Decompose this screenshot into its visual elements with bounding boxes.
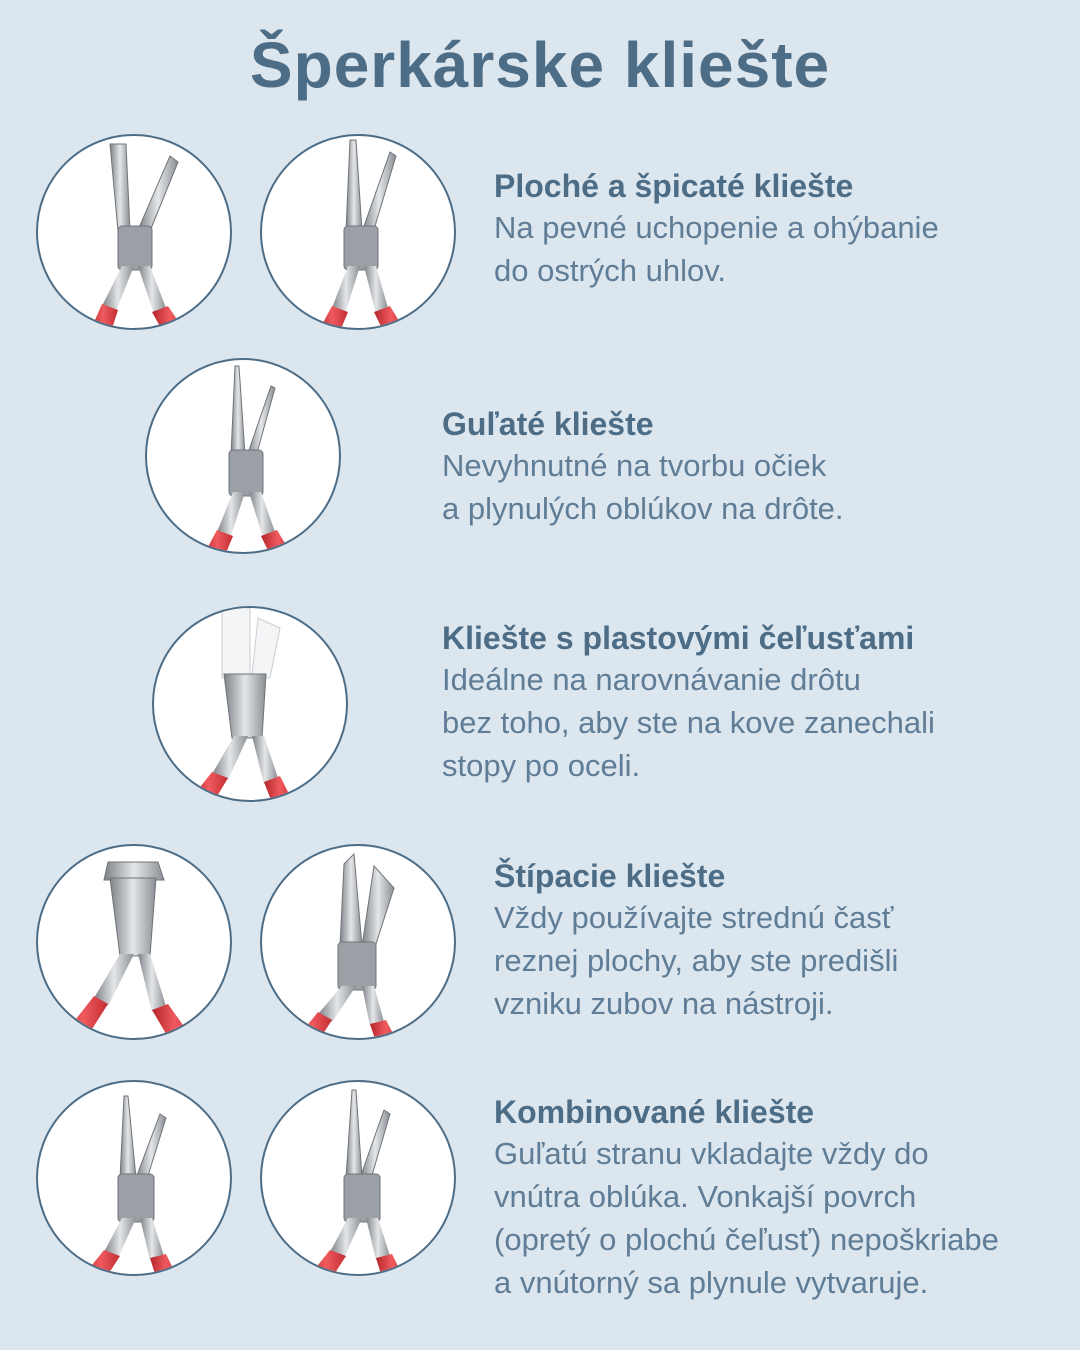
- nylon-jaw-pliers-image: [152, 606, 348, 802]
- side-cutter-pliers-icon: [262, 846, 456, 1040]
- section-heading: Štípacie kliešte: [494, 858, 726, 894]
- section-heading: Kliešte s plastovými čeľusťami: [442, 620, 915, 656]
- section-flat-chain-nose: [494, 166, 939, 292]
- section-nylon-jaw: [442, 618, 935, 787]
- section-round-nose: [442, 404, 844, 530]
- section-combination: [494, 1092, 999, 1304]
- section-description: Guľatú stranu vkladajte vždy do vnútra oblúka. Vonkajší povrch (opretý o plochú čeľusť) nepoškriabe a vnútorný sa plynule vytvaruje.: [494, 1136, 999, 1300]
- round-nose-pliers-icon: [147, 360, 341, 554]
- section-description: Vždy používajte strednú časť reznej plochy, aby ste predišli vzniku zubov na nástroji.: [494, 900, 899, 1021]
- flat-nose-pliers-image: [36, 134, 232, 330]
- combination-pliers-image-1: [36, 1080, 232, 1276]
- flat-nose-pliers-icon: [38, 136, 232, 330]
- section-heading: Guľaté kliešte: [442, 406, 654, 442]
- nylon-jaw-pliers-icon: [154, 608, 348, 802]
- section-description: Ideálne na narovnávanie drôtu bez toho, aby ste na kove zanechali stopy po oceli.: [442, 662, 935, 783]
- section-heading: Kombinované kliešte: [494, 1094, 815, 1130]
- combination-pliers-image-2: [260, 1080, 456, 1276]
- side-cutter-pliers-image: [260, 844, 456, 1040]
- chain-nose-pliers-icon: [262, 136, 456, 330]
- section-heading: Ploché a špicaté kliešte: [494, 168, 854, 204]
- chain-nose-pliers-image: [260, 134, 456, 330]
- section-description: Nevyhnutné na tvorbu očiek a plynulých oblúkov na drôte.: [442, 448, 844, 526]
- section-cutters: [494, 856, 898, 1025]
- combination-pliers-icon: [38, 1082, 232, 1276]
- page-title: Šperkárske kliešte: [249, 29, 831, 101]
- combination-pliers-icon: [262, 1082, 456, 1276]
- end-cutter-pliers-icon: [38, 846, 232, 1040]
- section-description: Na pevné uchopenie a ohýbanie do ostrých uhlov.: [494, 210, 939, 288]
- end-cutter-pliers-image: [36, 844, 232, 1040]
- round-nose-pliers-image: [145, 358, 341, 554]
